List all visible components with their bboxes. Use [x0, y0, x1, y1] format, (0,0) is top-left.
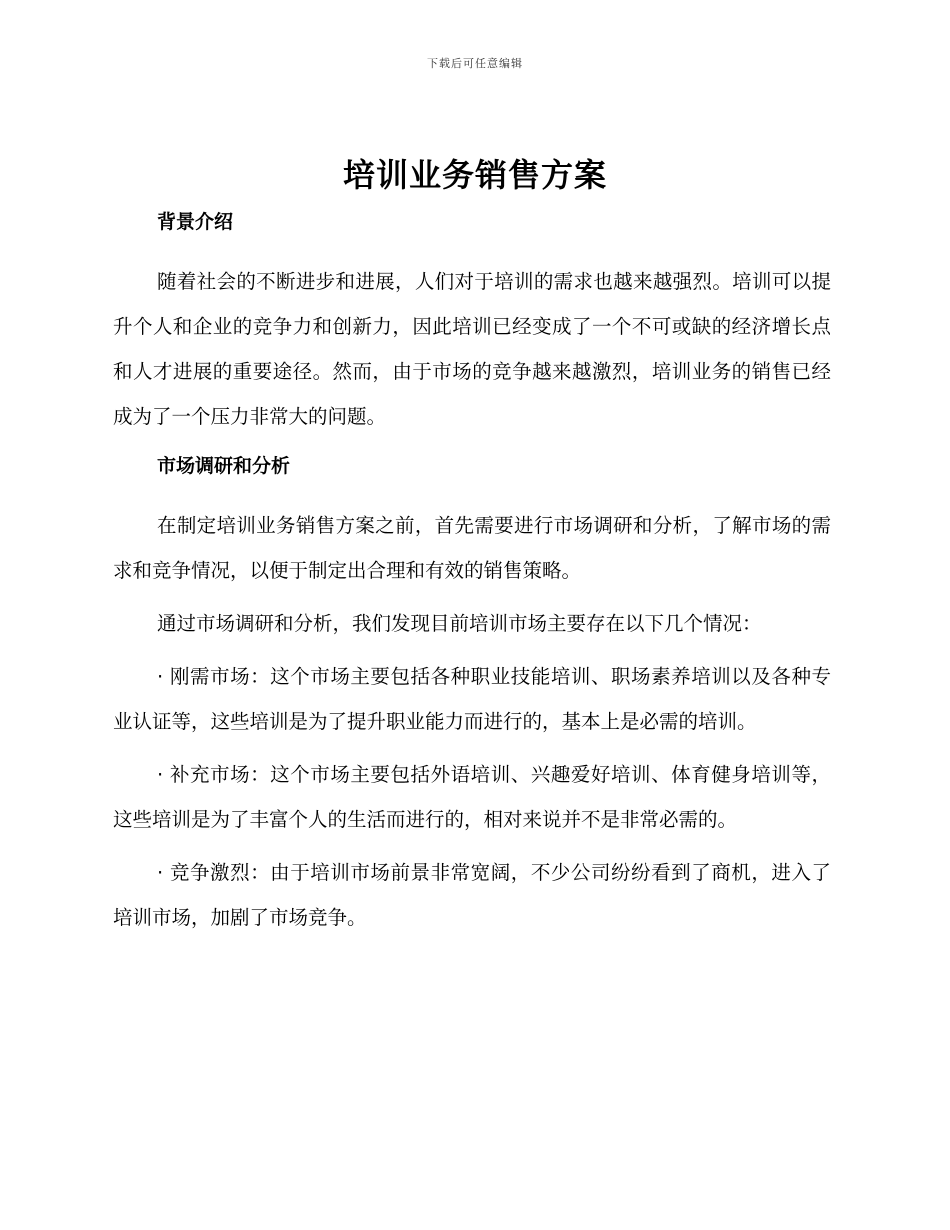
document-body [113, 205, 831, 940]
document-title: 培训业务销售方案 [342, 156, 607, 194]
section-heading-market: 市场调研和分析 [157, 455, 291, 477]
paragraph-market-findings: 通过市场调研和分析，我们发现目前培训市场主要存在以下几个情况： [157, 612, 762, 635]
bullet-item-fierce-competition: · 竞争激烈：由于培训市场前景非常宽阔，不少公司纷纷看到了商机，进入了培训市场，加剧了市场竞争。 [113, 861, 831, 929]
bullet-item-essential-market: · 刚需市场：这个市场主要包括各种职业技能培训、职场素养培训以及各种专业认证等，这些培训是为了提升职业能力而进行的，基本上是必需的培训。 [113, 665, 831, 733]
section-heading-background: 背景介绍 [157, 211, 234, 233]
bullet-item-supplementary-market: · 补充市场：这个市场主要包括外语培训、兴趣爱好培训、体育健身培训等，这些培训是为了丰富个人的生活而进行的，相对来说并不是非常必需的。 [113, 763, 831, 831]
page-header-note: 下载后可任意编辑 [427, 57, 523, 70]
paragraph-background: 随着社会的不断进步和进展，人们对于培训的需求也越来越强烈。培训可以提升个人和企业的竞争力和创新力，因此培训已经变成了一个不可或缺的经济增长点和人才进展的重要途径。然而，由于市场的竞争越来越激烈，培训业务的销售已经成为了一个压力非常大的问题。 [113, 270, 831, 428]
paragraph-market-intro: 在制定培训业务销售方案之前，首先需要进行市场调研和分析，了解市场的需求和竞争情况，以便于制定出合理和有效的销售策略。 [113, 514, 831, 582]
